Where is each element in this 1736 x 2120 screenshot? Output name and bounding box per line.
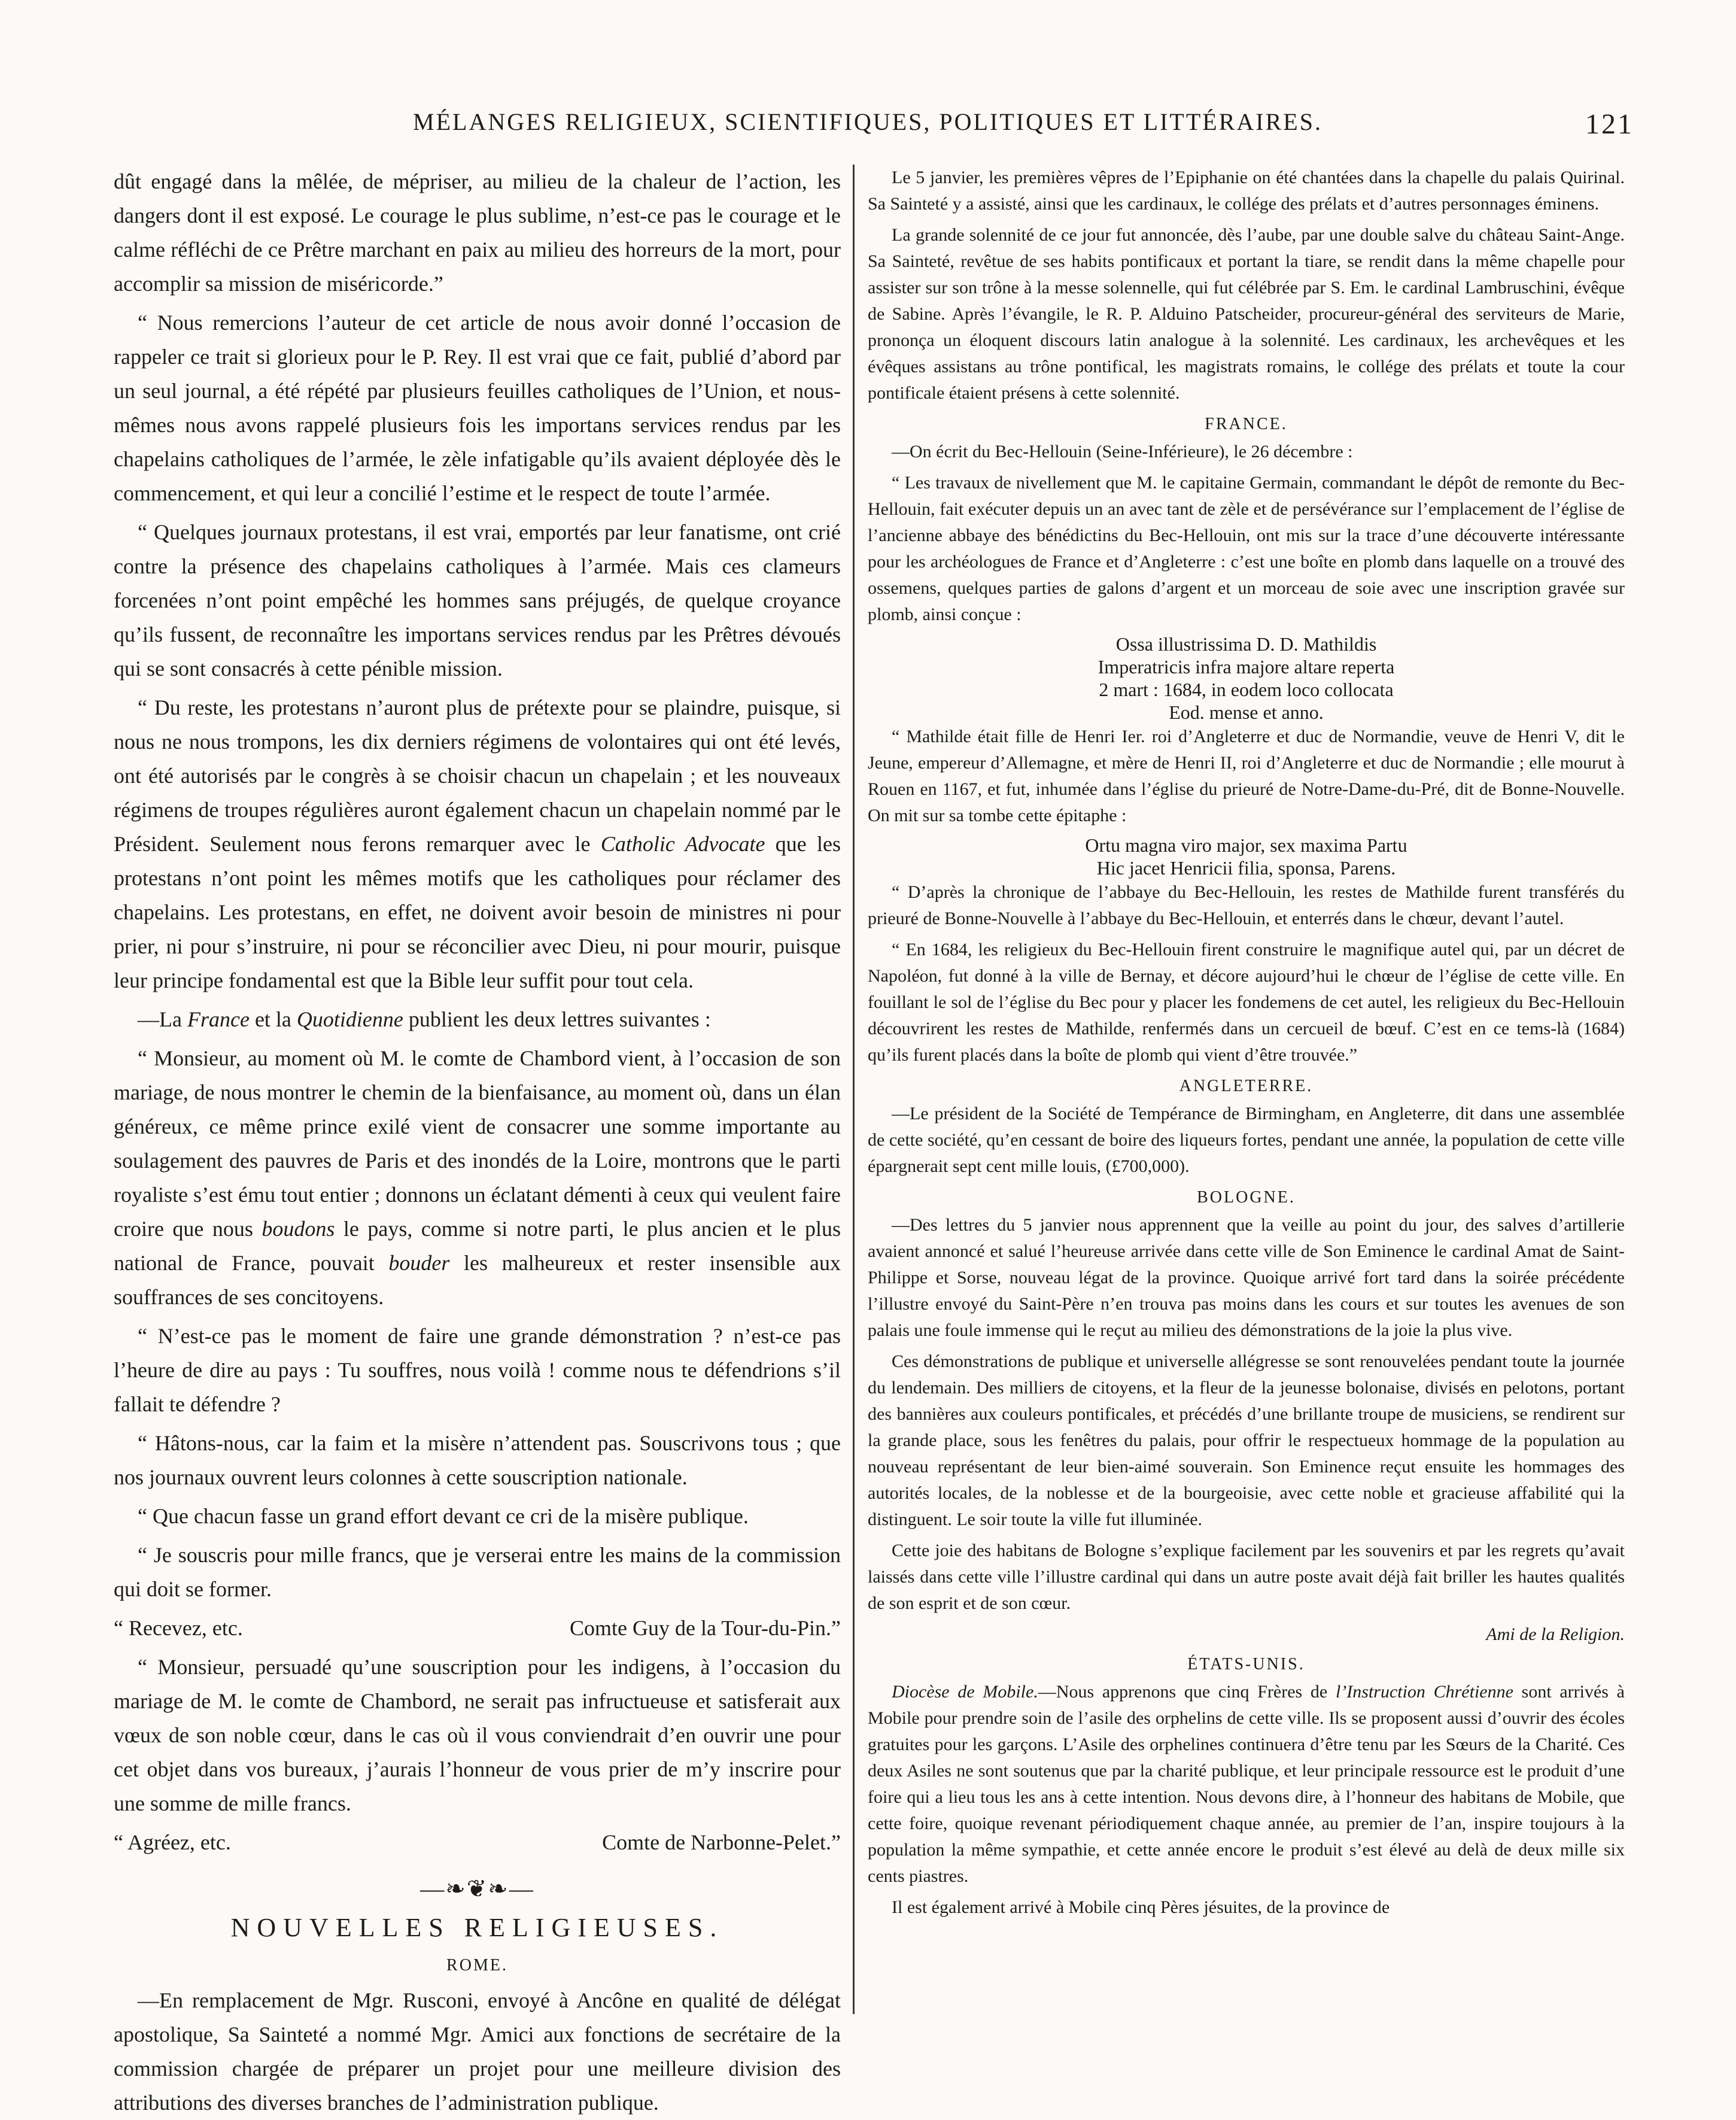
left-column — [114, 165, 841, 2115]
paragraph: “ Quelques journaux protestans, il est vrai, emportés par leur fanatisme, ont crié contre la présence des chapelains catholiques à l’armée. Mais ces clameurs forcenées n’ont point empêché les hommes sans préjugés, de quelque croyance qu’ils fussent, de reconnaître les importans services rendus par les Prêtres dévoués qui se sont consacrés à cette pénible mission. — [114, 520, 841, 681]
paragraph: dût engagé dans la mêlée, de mépriser, au milieu de la chaleur de l’action, les dangers dont il est exposé. Le courage le plus sublime, n’est-ce pas le courage et le calme réfléchi de ce Prêtre marchant en paix au milieu des horreurs de la mort, pour accomplir sa mission de miséricorde.” — [114, 169, 841, 296]
paragraph — [114, 691, 841, 998]
text-run: “ Monsieur, au moment où M. le comte de Chambord vient, à l’occasion de son mariage, de nous montrer le chemin de la bienfaisance, au moment où, dans un élan généreux, ce même prince exilé vient de consacrer une somme importante au soulagement des pauvres de Paris et des inondés de la Loire, montrons que le parti royaliste s’est ému tout entier ; donnons un éclatant démenti à ceux qui veulent faire croire que nous — [114, 1046, 841, 1241]
place-heading: ANGLETERRE. — [1179, 1077, 1314, 1095]
text-run: les malheureux et rester insensible aux souffrances de ses concitoyens. — [114, 1251, 841, 1309]
paragraph: —Le président de la Société de Tempérance de Birmingham, en Angleterre, dit dans une assemblée de cette société, qu’en cessant de boire des liqueurs fortes, pendant une année, la population de cette ville épargnerait sept cent mille louis, (£700,000). — [868, 1104, 1625, 1176]
source-attribution: Ami de la Religion. — [1486, 1624, 1625, 1644]
italic-run: l’Instruction Chrétienne — [1335, 1682, 1513, 1702]
section-title: NOUVELLES RELIGIEUSES. — [230, 1913, 724, 1942]
text-run: et la — [254, 1007, 291, 1031]
running-header — [102, 108, 1634, 150]
ornament-divider: —❧❦❧— — [420, 1875, 534, 1902]
paragraph: —En remplacement de Mgr. Rusconi, envoyé à Ancône en qualité de délégat apostolique, Sa Sainteté a nommé Mgr. Amici aux fonctions de secrétaire de la commission chargée de préparer un projet pour une meilleure division des attributions des diverses branches de l’administration publique. — [114, 1988, 841, 2115]
text-run: —Nous apprenons que cinq Frères de — [1038, 1682, 1328, 1702]
text-run: le pays, comme si notre parti, le plus ancien et le plus national de France, pouvait — [114, 1217, 841, 1275]
text-run: —La — [138, 1007, 182, 1031]
paragraph — [114, 1041, 841, 1314]
signature-line — [114, 1611, 841, 1645]
italic-run: Diocèse de Mobile. — [892, 1682, 1038, 1702]
italic-run: France — [187, 1007, 250, 1031]
place-heading: ROME. — [446, 1956, 508, 1975]
paragraph: Ces démonstrations de publique et universelle allégresse se sont renouvelées pendant toute la journée du lendemain. Des milliers de citoyens, et la fleur de la jeunesse bolonaise, divisés en pelotons, portant des bannières aux couleurs pontificales, et précédés d’une brillante troupe de musiciens, se rendirent sur la grande place, sous les fenêtres du palais, pour offrir le respectueux hommage de la population au nouveau représentant de leur bien-aimé souverain. Son Eminence reçut ensuite les hommages des autorités locales, de la noblesse et de la bourgeoisie, avec cette noble et gracieuse affabilité qui la distinguent. Le soir toute la ville fut illuminée. — [868, 1351, 1625, 1529]
paragraph: “ Que chacun fasse un grand effort devant ce cri de la misère publique. — [138, 1504, 749, 1528]
signature: Comte Guy de la Tour-du-Pin.” — [569, 1616, 841, 1640]
column-rule — [853, 165, 855, 2014]
signature-line — [114, 1826, 841, 1860]
signature: Comte de Narbonne-Pelet.” — [602, 1830, 841, 1854]
text-run: que les protestans n’ont point les mêmes motifs que les catholiques pour réclamer des chapelains. Les protestans, en effet, ne doivent avoir besoin de ministres ni pour prier, ni pour s’instruire, ni pour se réconcilier avec Dieu, ni pour mourir, puisque leur principe fondamental est que la Bible leur suffit pour tout cela. — [114, 832, 841, 992]
paragraph: “ Nous remercions l’auteur de cet article de nous avoir donné l’occasion de rappeler ce trait si glorieux pour le P. Rey. Il est vrai que ce fait, publié d’abord par un seul journal, a été répété par plusieurs feuilles catholiques de l’Union, et nous-mêmes nous avons rappelé plusieurs fois les importans services rendus par les chapelains catholiques de l’armée, le zèle infatigable qu’ils avaient déployée dès le commencement, et qui leur a concilié l’estime et le respect de toute l’armée. — [114, 311, 841, 505]
paragraph: “ Mathilde était fille de Henri Ier. roi d’Angleterre et duc de Normandie, veuve de Henri V, dit le Jeune, empereur d’Allemagne, et mère de Henri II, roi d’Angleterre et duc de Normandie ; elle mourut à Rouen en 1167, et fut, inhumée dans l’église du prieuré de Notre-Dame-du-Pré, dit de Bonne-Nouvelle. On mit sur sa tombe cette épitaphe : — [868, 727, 1625, 825]
paragraph: “ Monsieur, persuadé qu’une souscription pour les indigens, à l’occasion du mariage de M. le comte de Chambord, ne serait pas infructueuse et satisferait aux vœux de son noble cœur, dans le cas où il vous conviendrait d’en ouvrir une pour cet objet dans vos bureaux, j’aurais l’honneur de vous prier de m’y inscrire pour une somme de mille francs. — [114, 1655, 841, 1815]
paragraph: Le 5 janvier, les premières vêpres de l’Epiphanie on été chantées dans la chapelle du palais Quirinal. Sa Sainteté y a assisté, ainsi que les cardinaux, le collége des prélats et d’autres personnages éminens. — [868, 168, 1625, 214]
italic-run: Quotidienne — [296, 1007, 403, 1031]
place-heading: BOLOGNE. — [1197, 1188, 1296, 1207]
epitaph-line: Hic jacet Henricii filia, sponsa, Parens. — [1096, 857, 1396, 879]
inscription-line: 2 mart : 1684, in eodem loco collocata — [1099, 679, 1394, 700]
paragraph: “ D’après la chronique de l’abbaye du Bec-Hellouin, les restes de Mathilde furent transférés du prieuré de Bonne-Nouvelle à l’abbaye du Bec-Hellouin, et enterrés dans le chœur, devant l’autel. — [868, 882, 1625, 928]
inscription-line: Eod. mense et anno. — [1169, 701, 1324, 723]
paragraph: “ N’est-ce pas le moment de faire une grande démonstration ? n’est-ce pas l’heure de dire au pays : Tu souffres, nous voilà ! comme nous te défendrions s’il fallait te défendre ? — [114, 1324, 841, 1416]
paragraph: —On écrit du Bec-Hellouin (Seine-Inférieure), le 26 décembre : — [892, 442, 1353, 461]
italic-run: boudons — [262, 1217, 335, 1241]
paragraph: La grande solennité de ce jour fut annoncée, dès l’aube, par une double salve du château Saint-Ange. Sa Sainteté, revêtue de ses habits pontificaux et portant la tiare, se rendit dans la même chapelle pour assister sur son trône à la messe solennelle, qui fut célébrée par S. Em. le cardinal Lambruschini, évêque de Sabine. Après l’évangile, le R. P. Alduino Patscheider, procureur-général des serviteurs de Marie, prononça un éloquent discours latin analogue à la solennité. Les cardinaux, les archevêques et les évêques assistans au trône pontifical, les magistrats romains, le collége des prélats et toute la cour pontificale étaient présens à cette solennité. — [868, 225, 1625, 403]
paragraph: “ Je souscris pour mille francs, que je verserai entre les mains de la commission qui doit se former. — [114, 1543, 841, 1601]
italic-run: bouder — [388, 1251, 450, 1275]
place-heading: FRANCE. — [1205, 415, 1288, 433]
paragraph: “ En 1684, les religieux du Bec-Hellouin firent construire le magnifique autel qui, par un décret de Napoléon, fut donné à la ville de Bernay, et décore aujourd’hui le chœur de l’église de cette ville. En fouillant le sol de l’église du Bec pour y placer les fondemens de cet autel, les religieux du Bec-Hellouin découvrirent les restes de Mathilde, renfermés dans un cercueil de bœuf. C’est en ce tems-là (1684) qu’ils furent placés dans la boîte de plomb qui vient d’être trouvée.” — [868, 940, 1625, 1065]
header-title: MÉLANGES RELIGIEUX, SCIENTIFIQUES, POLITIQUES ET LITTÉRAIRES. — [413, 108, 1322, 135]
italic-run: Catholic Advocate — [600, 832, 765, 856]
paragraph: Cette joie des habitans de Bologne s’explique facilement par les souvenirs et par les regrets qu’avait laissés dans cette ville l’illustre cardinal qui dans un autre poste avait déjà fait briller les hautes qualités de son esprit et de son cœur. — [868, 1541, 1625, 1613]
paragraph — [868, 1679, 1625, 1890]
epitaph-line: Ortu magna viro major, sex maxima Partu — [1085, 834, 1407, 856]
page-number: 121 — [1585, 108, 1634, 140]
closing: “ Agréez, etc. — [114, 1830, 231, 1854]
right-column — [868, 165, 1625, 2014]
text-run: “ Du reste, les protestans n’auront plus de prétexte pour se plaindre, puisque, si nous ne nous trompons, les dix derniers régimens de volontaires qui ont été levés, ont été autorisés par le congrès à se choisir chacun un chapelain ; et les nouveaux régimens de troupes régulières auront également chacun un chapelain nommé par le Président. Seulement nous ferons remarquer avec le — [114, 695, 841, 856]
paragraph: Il est également arrivé à Mobile cinq Pères jésuites, de la province de — [892, 1897, 1390, 1917]
inscription-line: Ossa illustrissima D. D. Mathildis — [1115, 633, 1377, 655]
text-run: sont arrivés à Mobile pour prendre soin de l’asile des orphelins de cette ville. Ils se proposent aussi d’ouvrir des écoles gratuites pour les garçons. L’Asile des orphelines continuera d’être tenu par les Sœurs de la Charité. Ces deux Asiles ne sont soutenus que par la charité publique, et leur principale ressource est le produit d’une foire qui a lieu tous les ans à cette intention. Nous devons dire, à l’honneur des habitans de Mobile, que cette foire, quoique revenant périodiquement chaque année, au premier de l’an, inspire toujours à la population la même sympathie, et cette année encore le produit s’est élevé au delà de deux mille six cents piastres. — [868, 1682, 1625, 1886]
inscription-line: Imperatricis infra majore altare reperta — [1097, 656, 1395, 678]
paragraph: “ Les travaux de nivellement que M. le capitaine Germain, commandant le dépôt de remonte du Bec-Hellouin, fait exécuter depuis un an avec tant de zèle et de persévérance sur l’emplacement de l’église de l’ancienne abbaye des bénédictins du Bec-Hellouin, ont mis sur la trace d’une découverte intéressante pour les archéologues de France et d’Angleterre : c’est une boîte en plomb dans laquelle on a trouvé des ossemens, quelques parties de galons d’argent et un morceau de soie avec une inscription gravée sur plomb, ainsi conçue : — [868, 473, 1625, 624]
closing: “ Recevez, etc. — [114, 1616, 243, 1640]
paragraph: —Des lettres du 5 janvier nous apprennent que la veille au point du jour, des salves d’artillerie avaient annoncé et salué l’heureuse arrivée dans cette ville de Son Eminence le cardinal Amat de Saint-Philippe et Sorse, nouveau légat de la province. Quoique arrivé fort tard dans la soirée précédente l’illustre envoyé du Saint-Père n’en trouva pas moins dans les cours et sur toutes les avenues de son palais une foule immense qui le reçut au milieu des démonstrations de la joie la plus vive. — [868, 1215, 1625, 1340]
place-heading: ÉTATS-UNIS. — [1187, 1655, 1305, 1673]
text-run: publient les deux lettres suivantes : — [408, 1007, 711, 1031]
paragraph — [114, 1003, 841, 1037]
paragraph: “ Hâtons-nous, car la faim et la misère n’attendent pas. Souscrivons tous ; que nos journaux ouvrent leurs colonnes à cette souscription nationale. — [114, 1431, 841, 1489]
